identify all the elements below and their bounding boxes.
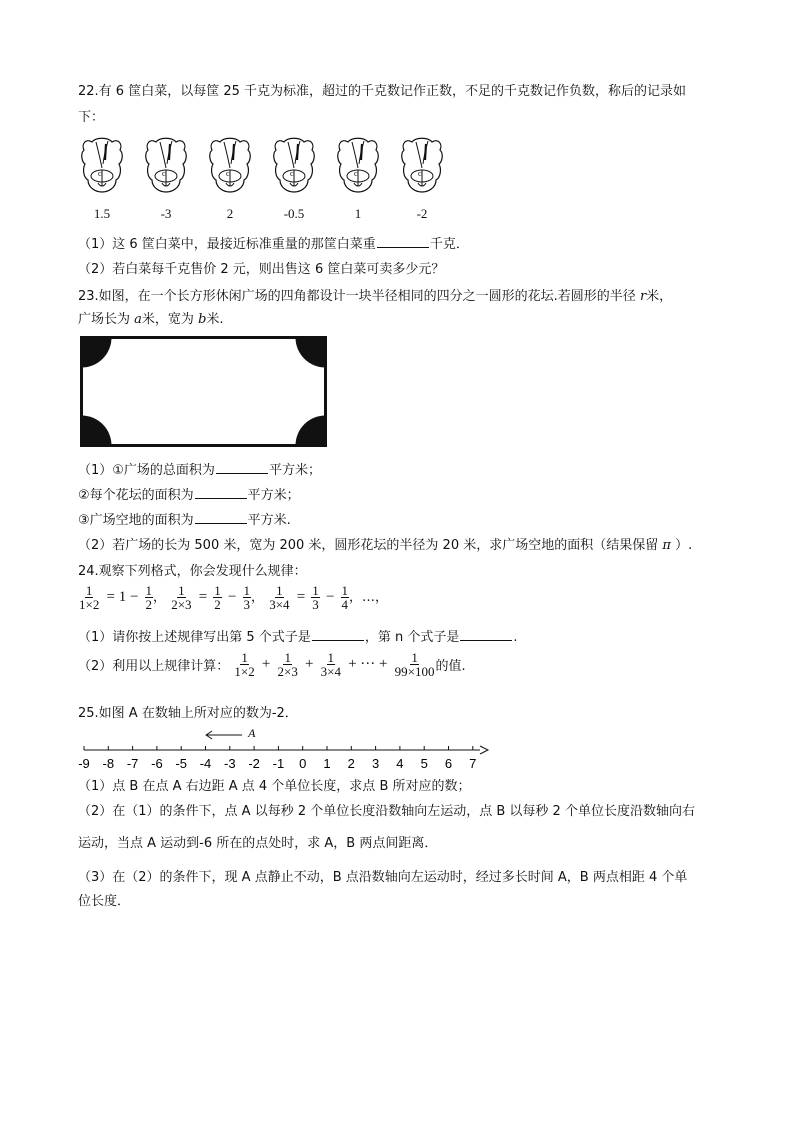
var-a: a	[134, 312, 142, 327]
cabbage-icon	[206, 134, 254, 196]
q23-sub2	[78, 484, 300, 503]
point-a-label: A	[248, 726, 256, 740]
axis-tick-label: -6	[151, 756, 163, 771]
axis-tick-label: -3	[224, 756, 236, 771]
q22-sub1-unit: 千克．	[429, 237, 469, 252]
q22-line2: 下：	[78, 110, 105, 125]
plus-sign: +	[305, 656, 314, 672]
svg-text:c: c	[290, 169, 294, 178]
q22-line1: 22.有 6 筐白菜，以每筐 25 千克为标准，超过的千克数记作正数，不足的千克数记作负数，称后的记录如	[78, 84, 687, 99]
fraction: $\frac{1}{3\times 4}$	[320, 650, 341, 679]
axis-arrow	[480, 746, 488, 754]
q25-sub2-line2: 运动，当点 A 运动到-6 所在的点处时，求 A，B 两点间距离．	[78, 836, 438, 851]
plus-dots: + ··· +	[348, 656, 388, 672]
answer-blank[interactable]	[312, 628, 364, 641]
q24-pattern	[78, 584, 388, 611]
minus-sign: −	[227, 589, 237, 605]
q23-part2	[78, 534, 692, 553]
plus-sign: +	[261, 656, 271, 672]
cabbage-icon	[334, 134, 382, 196]
fraction: $\frac{1}{3\times 4}$	[269, 583, 290, 612]
fraction: $\frac{1}{4}$	[341, 583, 349, 612]
q23-part2-text: （2）若广场的长为 500 米，宽为 200 米，圆形花坛的半径为 20 米，求广场空地的面积（结果保留	[78, 538, 659, 553]
axis-tick-label: -9	[78, 756, 90, 771]
q24-line1: 24.观察下列格式，你会发现什么规律：	[78, 564, 307, 579]
svg-text:c: c	[226, 169, 230, 178]
q24-sub2-end: 的值.	[435, 659, 466, 674]
q23-sub1-text: （1）①广场的总面积为	[78, 463, 215, 478]
svg-text:c: c	[162, 169, 166, 178]
q23-sub1	[78, 459, 321, 478]
q23-width-label: 米，宽为	[141, 312, 194, 327]
plaza-rectangle	[82, 338, 326, 446]
axis-tick-label: 4	[396, 756, 404, 771]
separator: ，	[153, 590, 167, 605]
fraction: $\frac{1}{2}$	[145, 583, 153, 612]
q23-length-label: 广场长为	[78, 312, 131, 327]
q24-sub1-text: （1）请你按上述规律写出第 5 个式子是	[78, 630, 311, 645]
var-r: r	[639, 289, 647, 304]
axis-tick-label: -8	[102, 756, 115, 771]
svg-text:c: c	[98, 169, 102, 178]
q23-part2-end: ）.	[675, 538, 693, 553]
fraction: $\frac{1}{2\times 3}$	[171, 583, 192, 612]
equals-sign: =	[296, 589, 306, 605]
cabbage-icon	[270, 134, 318, 196]
answer-blank[interactable]	[195, 511, 247, 524]
cabbage-value: 2	[226, 206, 234, 221]
q25-sub3-line2: 位长度．	[78, 894, 131, 909]
q25-sub3-line1: （3）在（2）的条件下，现 A 点静止不动，B 点沿数轴向左运动时，经过多长时间 A，B 两点相距 4 个单	[78, 870, 688, 885]
fraction: $\frac{1}{3}$	[243, 583, 251, 612]
q23-sub2-text: ②每个花坛的面积为	[78, 488, 194, 503]
q22-sub1-text: （1）这 6 筐白菜中，最接近标准重量的那筐白菜重	[78, 237, 376, 252]
cabbage-icon	[398, 134, 446, 196]
q23-line2-unit: 米.	[206, 312, 224, 327]
cabbage-value: -0.5	[283, 206, 305, 221]
axis-tick-label: 6	[444, 756, 453, 771]
cabbage-value: -3	[160, 206, 172, 221]
q24-sub2	[78, 651, 466, 678]
q23-sub1-unit: 平方米；	[268, 463, 321, 478]
axis-tick-label: 2	[347, 756, 355, 771]
plaza-diagram	[80, 336, 328, 448]
answer-blank[interactable]	[195, 486, 247, 499]
fraction: $\frac{1}{3}$	[312, 583, 319, 612]
separator: ，	[251, 590, 265, 605]
fraction: $\frac{1}{2}$	[214, 583, 221, 612]
ellipsis: ，…，	[349, 590, 389, 605]
q22-sub2: （2）若白菜每千克售价 2 元，则出售这 6 筐白菜可卖多少元？	[78, 262, 445, 277]
fraction: $\frac{1}{99\times 100}$	[394, 650, 435, 679]
q23-sub3-text: ③广场空地的面积为	[78, 513, 194, 528]
fraction: $\frac{1}{1\times 2}$	[79, 583, 100, 612]
q25-sub2-line1: （2）在（1）的条件下，点 A 以每秒 2 个单位长度沿数轴向左运动，点 B 以每秒 2 个单位长度沿数轴向右	[78, 804, 695, 819]
q23-line1-unit: 米，	[646, 289, 673, 304]
q24-sub1	[78, 626, 517, 645]
cabbage-icon	[78, 134, 126, 196]
q25-sub1: （1）点 B 在点 A 右边距 A 点 4 个单位长度，求点 B 所对应的数；	[78, 779, 471, 794]
equals-sign: = 1 −	[106, 589, 139, 605]
axis-tick-label: -5	[175, 756, 187, 771]
axis-tick-label: -1	[272, 756, 285, 771]
axis-tick-label: 3	[371, 756, 380, 771]
q23-line2	[78, 308, 224, 327]
q24-sub1-mid: ，第 n 个式子是	[364, 630, 460, 645]
fraction: $\frac{1}{1\times 2}$	[234, 650, 255, 679]
axis-tick-label: 7	[469, 756, 477, 771]
axis-tick-label: 1	[323, 756, 331, 771]
q22-sub1	[78, 233, 469, 252]
cabbage-value: -2	[416, 206, 428, 221]
q25-line1: 25.如图 A 在数轴上所对应的数为-2．	[78, 706, 298, 721]
svg-text:c: c	[418, 169, 422, 178]
q24-sub2-text: （2）利用以上规律计算：	[78, 659, 230, 674]
q23-sub3-unit: 平方米.	[247, 513, 291, 528]
cabbage-value: 1.5	[93, 206, 111, 221]
minus-sign: −	[325, 589, 335, 605]
axis-tick-label: 0	[299, 756, 307, 771]
axis-tick-label: -4	[199, 756, 212, 771]
answer-blank[interactable]	[377, 235, 429, 248]
cabbage-value: 1	[354, 206, 362, 221]
q23-sub3	[78, 509, 291, 528]
q24-sub1-end: .	[513, 630, 518, 645]
var-b: b	[198, 312, 207, 327]
fraction: $\frac{1}{2\times 3}$	[277, 650, 298, 679]
svg-text:c: c	[354, 169, 358, 178]
q23-sub2-unit: 平方米；	[247, 488, 300, 503]
equals-sign: =	[198, 589, 208, 605]
answer-blank[interactable]	[460, 628, 512, 641]
cabbage-icon	[142, 134, 190, 196]
answer-blank[interactable]	[216, 461, 268, 474]
axis-tick-label: 5	[420, 756, 428, 771]
pi-symbol: π	[662, 538, 671, 553]
q23-line1-text: 23.如图，在一个长方形休闲广场的四角都设计一块半径相同的四分之一圆形的花坛.若圆形的半径	[78, 289, 636, 304]
q23-line1	[78, 285, 672, 304]
point-a-marker	[206, 726, 256, 740]
axis-tick-label: -2	[248, 756, 260, 771]
axis-tick-label: -7	[126, 756, 139, 771]
number-line	[76, 724, 496, 774]
